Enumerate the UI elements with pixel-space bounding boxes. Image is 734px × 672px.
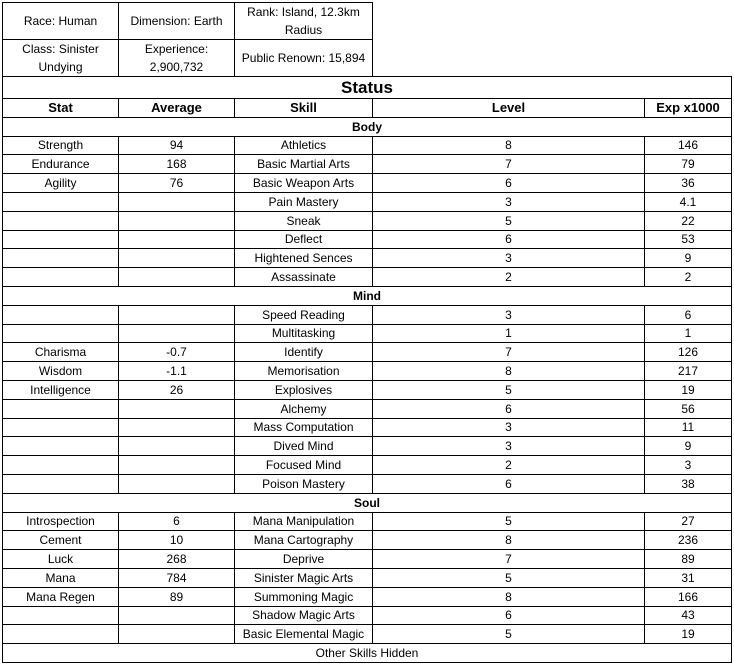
level-cell: 2 (373, 456, 645, 475)
exp-cell: 217 (645, 362, 732, 381)
section-title: Body (3, 117, 732, 136)
average-cell: 784 (119, 568, 235, 587)
skill-cell: Alchemy (235, 399, 373, 418)
average-cell (119, 474, 235, 493)
section-title: Mind (3, 286, 732, 305)
average-cell (119, 305, 235, 324)
renown-cell: Public Renown: 15,894 (235, 40, 373, 77)
average-cell (119, 324, 235, 343)
average-cell (119, 625, 235, 644)
stat-cell (3, 437, 119, 456)
section-title: Soul (3, 493, 732, 512)
stat-cell: Luck (3, 550, 119, 569)
level-cell: 7 (373, 155, 645, 174)
exp-cell: 36 (645, 174, 732, 193)
table-row (3, 305, 732, 324)
stat-cell: Intelligence (3, 380, 119, 399)
section-row-body (3, 117, 732, 136)
stat-cell (3, 249, 119, 268)
level-cell: 6 (373, 399, 645, 418)
level-cell: 5 (373, 625, 645, 644)
skill-cell: Sinister Magic Arts (235, 568, 373, 587)
skill-cell: Hightened Sences (235, 249, 373, 268)
class-cell: Class: Sinister Undying (3, 40, 119, 77)
exp-cell: 43 (645, 606, 732, 625)
stat-cell (3, 324, 119, 343)
stat-cell: Agility (3, 174, 119, 193)
table-row (3, 192, 732, 211)
level-cell: 8 (373, 362, 645, 381)
exp-cell: 53 (645, 230, 732, 249)
exp-cell: 9 (645, 437, 732, 456)
exp-cell: 19 (645, 625, 732, 644)
race-cell: Race: Human (3, 3, 119, 40)
stat-cell (3, 418, 119, 437)
stat-cell: Strength (3, 136, 119, 155)
section-row-mind (3, 286, 732, 305)
skill-cell: Dived Mind (235, 437, 373, 456)
table-row (3, 211, 732, 230)
exp-cell: 19 (645, 380, 732, 399)
skill-cell: Basic Elemental Magic (235, 625, 373, 644)
level-cell: 6 (373, 606, 645, 625)
table-row (3, 456, 732, 475)
table-row (3, 343, 732, 362)
stat-cell (3, 456, 119, 475)
exp-cell: 236 (645, 531, 732, 550)
footer-row (3, 644, 732, 663)
skill-cell: Shadow Magic Arts (235, 606, 373, 625)
page-title: Status (3, 77, 732, 99)
skill-cell: Basic Martial Arts (235, 155, 373, 174)
skill-cell: Assassinate (235, 268, 373, 287)
dimension-cell: Dimension: Earth (119, 3, 235, 40)
average-cell (119, 456, 235, 475)
table-row (3, 230, 732, 249)
level-cell: 5 (373, 568, 645, 587)
level-cell: 2 (373, 268, 645, 287)
level-cell: 5 (373, 211, 645, 230)
average-cell: -0.7 (119, 343, 235, 362)
section-row-soul (3, 493, 732, 512)
stat-cell (3, 625, 119, 644)
level-cell: 6 (373, 174, 645, 193)
stat-cell (3, 305, 119, 324)
table-row (3, 362, 732, 381)
average-cell (119, 399, 235, 418)
average-cell (119, 249, 235, 268)
stat-cell: Charisma (3, 343, 119, 362)
level-cell: 8 (373, 531, 645, 550)
table-row (3, 474, 732, 493)
rank-cell: Rank: Island, 12.3km Radius (235, 3, 373, 40)
stat-cell (3, 399, 119, 418)
table-row (3, 550, 732, 569)
skill-cell: Sneak (235, 211, 373, 230)
skill-cell: Mana Manipulation (235, 512, 373, 531)
average-cell: 89 (119, 587, 235, 606)
exp-cell: 31 (645, 568, 732, 587)
stat-cell (3, 230, 119, 249)
stat-cell (3, 474, 119, 493)
stat-cell: Introspection (3, 512, 119, 531)
table-row (3, 437, 732, 456)
average-cell (119, 418, 235, 437)
table-row (3, 606, 732, 625)
skill-cell: Explosives (235, 380, 373, 399)
average-cell (119, 230, 235, 249)
skill-cell: Memorisation (235, 362, 373, 381)
level-cell: 3 (373, 418, 645, 437)
table-row (3, 324, 732, 343)
level-cell: 5 (373, 512, 645, 531)
level-cell: 7 (373, 550, 645, 569)
average-cell: 268 (119, 550, 235, 569)
experience-cell: Experience: 2,900,732 (119, 40, 235, 77)
skill-cell: Basic Weapon Arts (235, 174, 373, 193)
skill-cell: Focused Mind (235, 456, 373, 475)
exp-cell: 4.1 (645, 192, 732, 211)
exp-cell: 56 (645, 399, 732, 418)
exp-cell: 11 (645, 418, 732, 437)
average-cell: 168 (119, 155, 235, 174)
level-cell: 6 (373, 474, 645, 493)
skill-cell: Summoning Magic (235, 587, 373, 606)
average-cell: 26 (119, 380, 235, 399)
average-cell: 76 (119, 174, 235, 193)
table-row (3, 568, 732, 587)
average-cell: -1.1 (119, 362, 235, 381)
col-header-stat: Stat (3, 99, 119, 118)
level-cell: 8 (373, 587, 645, 606)
exp-cell: 6 (645, 305, 732, 324)
col-header-level: Level (373, 99, 645, 118)
stat-cell: Mana (3, 568, 119, 587)
footer-note: Other Skills Hidden (3, 644, 732, 663)
skill-cell: Athletics (235, 136, 373, 155)
column-header-row (3, 99, 732, 118)
exp-cell: 2 (645, 268, 732, 287)
average-cell (119, 192, 235, 211)
skill-cell: Mass Computation (235, 418, 373, 437)
skill-cell: Deprive (235, 550, 373, 569)
table-row (3, 155, 732, 174)
exp-cell: 126 (645, 343, 732, 362)
exp-cell: 146 (645, 136, 732, 155)
info-block (2, 2, 732, 77)
stat-cell (3, 211, 119, 230)
skill-cell: Deflect (235, 230, 373, 249)
level-cell: 3 (373, 305, 645, 324)
exp-cell: 9 (645, 249, 732, 268)
exp-cell: 79 (645, 155, 732, 174)
level-cell: 6 (373, 230, 645, 249)
average-cell: 6 (119, 512, 235, 531)
average-cell: 10 (119, 531, 235, 550)
average-cell (119, 268, 235, 287)
col-header-exp: Exp x1000 (645, 99, 732, 118)
table-row (3, 174, 732, 193)
table-row (3, 249, 732, 268)
exp-cell: 27 (645, 512, 732, 531)
skill-cell: Mana Cartography (235, 531, 373, 550)
col-header-average: Average (119, 99, 235, 118)
stat-cell: Endurance (3, 155, 119, 174)
exp-cell: 38 (645, 474, 732, 493)
exp-cell: 22 (645, 211, 732, 230)
skill-cell: Identify (235, 343, 373, 362)
exp-cell: 3 (645, 456, 732, 475)
average-cell (119, 606, 235, 625)
average-cell: 94 (119, 136, 235, 155)
table-row (3, 625, 732, 644)
level-cell: 3 (373, 437, 645, 456)
level-cell: 8 (373, 136, 645, 155)
skill-cell: Speed Reading (235, 305, 373, 324)
table-row (3, 399, 732, 418)
status-sheet (2, 2, 731, 663)
exp-cell: 1 (645, 324, 732, 343)
skill-cell: Poison Mastery (235, 474, 373, 493)
table-row (3, 380, 732, 399)
level-cell: 5 (373, 380, 645, 399)
table-row (3, 512, 732, 531)
stat-cell: Mana Regen (3, 587, 119, 606)
average-cell (119, 211, 235, 230)
exp-cell: 89 (645, 550, 732, 569)
level-cell: 1 (373, 324, 645, 343)
exp-cell: 166 (645, 587, 732, 606)
stat-cell (3, 192, 119, 211)
average-cell (119, 437, 235, 456)
stat-cell: Cement (3, 531, 119, 550)
skill-cell: Pain Mastery (235, 192, 373, 211)
skill-cell: Multitasking (235, 324, 373, 343)
table-row (3, 531, 732, 550)
status-table (2, 76, 732, 663)
stat-cell (3, 268, 119, 287)
table-row (3, 268, 732, 287)
table-row (3, 136, 732, 155)
col-header-skill: Skill (235, 99, 373, 118)
level-cell: 3 (373, 192, 645, 211)
level-cell: 7 (373, 343, 645, 362)
stat-cell: Wisdom (3, 362, 119, 381)
info-blank (373, 3, 732, 77)
table-row (3, 587, 732, 606)
level-cell: 3 (373, 249, 645, 268)
table-row (3, 418, 732, 437)
stat-cell (3, 606, 119, 625)
